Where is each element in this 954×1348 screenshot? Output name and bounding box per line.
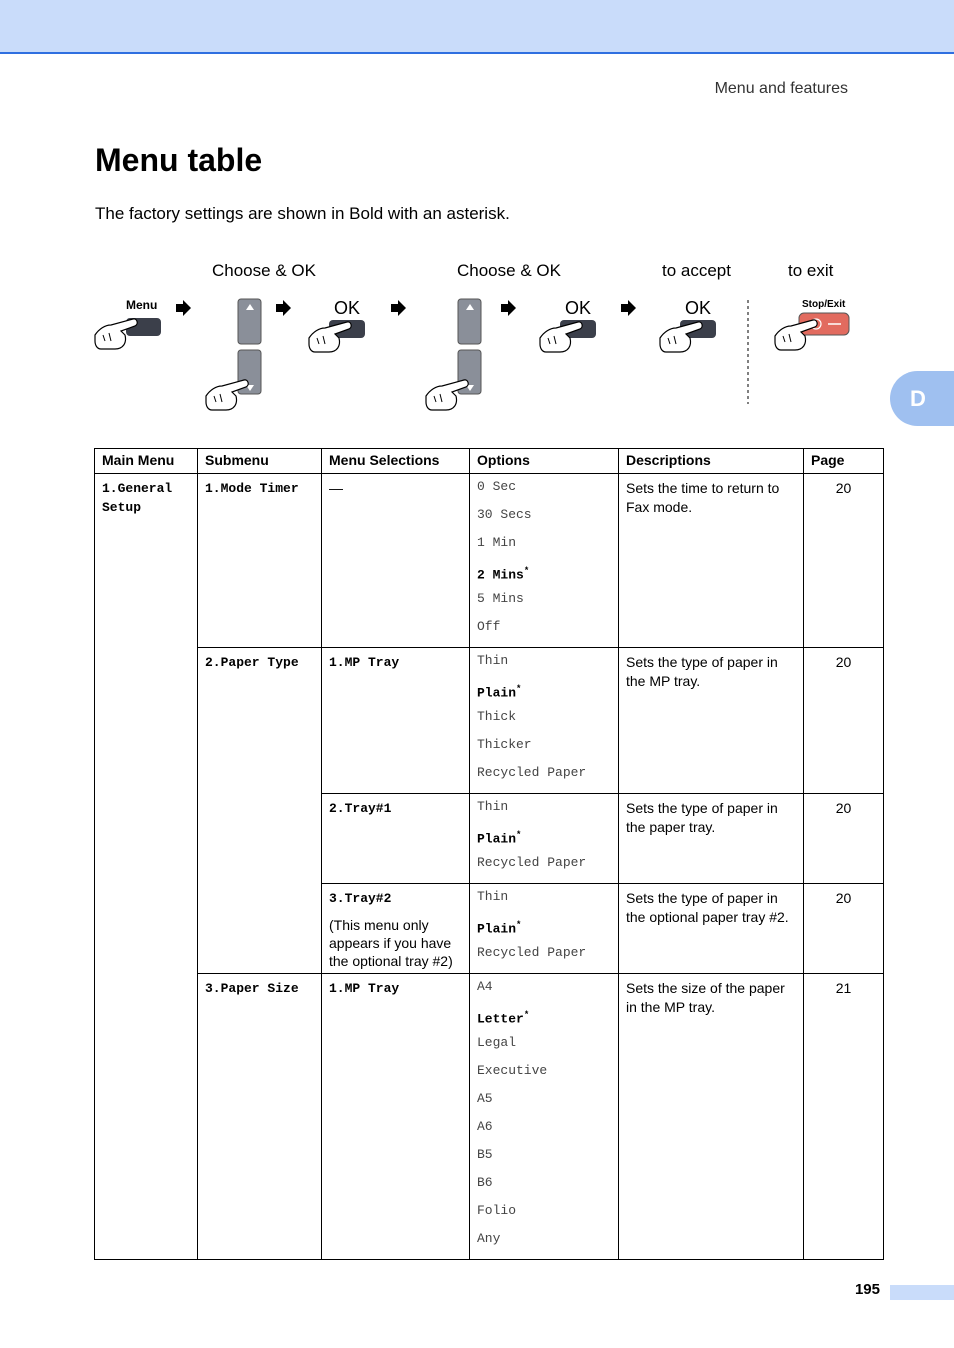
page-number: 195	[854, 1281, 880, 1298]
menu-selection-cell: 1.MP Tray	[329, 655, 400, 670]
arrow-right-icon	[276, 300, 291, 316]
options-list	[477, 889, 611, 973]
column-header: Main Menu	[95, 449, 198, 474]
option-item: 30 Secs	[477, 507, 532, 522]
page-cell: 21	[835, 980, 852, 996]
option-item: 0 Sec	[477, 479, 517, 494]
submenu-cell: 2.Paper Type	[205, 655, 299, 670]
column-header: Options	[470, 449, 619, 474]
intro-text: The factory settings are shown in Bold with an asterisk.	[95, 204, 510, 223]
stop-exit-key-label: Stop/Exit	[802, 299, 846, 310]
page-cell: 20	[835, 800, 852, 816]
option-item: 1 Min	[477, 535, 517, 550]
arrow-right-icon	[391, 300, 406, 316]
option-item: A6	[477, 1119, 493, 1134]
option-item: B5	[477, 1147, 493, 1162]
options-list	[477, 799, 611, 883]
description-cell: Sets the time to return to Fax mode.	[626, 480, 780, 515]
option-item: Thin	[477, 653, 509, 668]
option-item: Recycled Paper	[477, 945, 587, 960]
menu-selection-cell: 2.Tray#1	[329, 801, 392, 816]
option-item: Plain*	[477, 830, 522, 847]
option-item: Recycled Paper	[477, 855, 587, 870]
arrow-right-icon	[621, 300, 636, 316]
description-cell: Sets the size of the paper in the MP tray.	[626, 980, 785, 1015]
ok-key-label-3: OK	[685, 298, 712, 318]
option-item: Executive	[477, 1063, 548, 1078]
step-label-choose-ok-2: Choose & OK	[457, 261, 561, 280]
description-cell: Sets the type of paper in the paper tray.	[626, 800, 778, 835]
option-item: Plain*	[477, 684, 522, 701]
page-title: Menu table	[95, 142, 263, 178]
section-tab: D	[890, 371, 954, 426]
description-cell: Sets the type of paper in the optional paper tray #2.	[626, 890, 789, 925]
submenu-cell: 1.Mode Timer	[205, 481, 299, 496]
options-list	[477, 979, 611, 1259]
page-cell: 20	[835, 480, 852, 496]
option-item: Legal	[477, 1035, 517, 1050]
option-item: Off	[477, 619, 501, 634]
ok-key-label-2: OK	[565, 298, 592, 318]
option-item: Recycled Paper	[477, 765, 587, 780]
hand-pointer-icon	[426, 380, 468, 410]
description-cell: Sets the type of paper in the MP tray.	[626, 654, 778, 689]
main-menu-cell: 1.General Setup	[102, 481, 173, 515]
option-item: Any	[477, 1231, 501, 1246]
hand-pointer-icon	[206, 380, 248, 410]
column-header: Submenu	[198, 449, 322, 474]
running-head: Menu and features	[714, 80, 848, 97]
menu-selection-cell: 3.Tray#2	[329, 891, 392, 906]
option-item: Thick	[477, 709, 517, 724]
menu-selection-cell: —	[329, 480, 343, 496]
arrow-right-icon	[176, 300, 191, 316]
table-header-row	[95, 449, 884, 474]
menu-key-label: Menu	[126, 298, 158, 312]
key-sequence-diagram	[0, 290, 954, 415]
page-cell: 20	[835, 654, 852, 670]
option-item: B6	[477, 1175, 493, 1190]
option-item: Plain*	[477, 920, 522, 937]
step-label-exit: to exit	[788, 261, 834, 280]
step-label-accept: to accept	[662, 261, 731, 280]
header-band	[0, 0, 954, 54]
column-header: Page	[804, 449, 884, 474]
page-number-bar	[890, 1285, 954, 1300]
option-item: 5 Mins	[477, 591, 524, 606]
table-row	[95, 474, 884, 648]
option-item: 2 Mins*	[477, 566, 530, 583]
menu-note: (This menu only appears if you have the optional tray #2)	[329, 917, 453, 969]
option-item: Letter*	[477, 1010, 530, 1027]
step-label-choose-ok-1: Choose & OK	[212, 261, 316, 280]
option-item: A5	[477, 1091, 493, 1106]
table-row	[95, 648, 884, 794]
menu-table	[94, 448, 884, 1260]
option-item: A4	[477, 979, 493, 994]
options-list	[477, 653, 611, 793]
menu-selection-cell: 1.MP Tray	[329, 981, 400, 996]
option-item: Folio	[477, 1203, 517, 1218]
column-header: Descriptions	[619, 449, 804, 474]
submenu-cell: 3.Paper Size	[205, 981, 299, 996]
arrow-right-icon	[501, 300, 516, 316]
ok-key-label-1: OK	[334, 298, 361, 318]
table-row	[95, 974, 884, 1260]
column-header: Menu Selections	[322, 449, 470, 474]
option-item: Thin	[477, 889, 509, 904]
option-item: Thicker	[477, 737, 532, 752]
options-list	[477, 479, 611, 647]
page-cell: 20	[835, 890, 852, 906]
option-item: Thin	[477, 799, 509, 814]
